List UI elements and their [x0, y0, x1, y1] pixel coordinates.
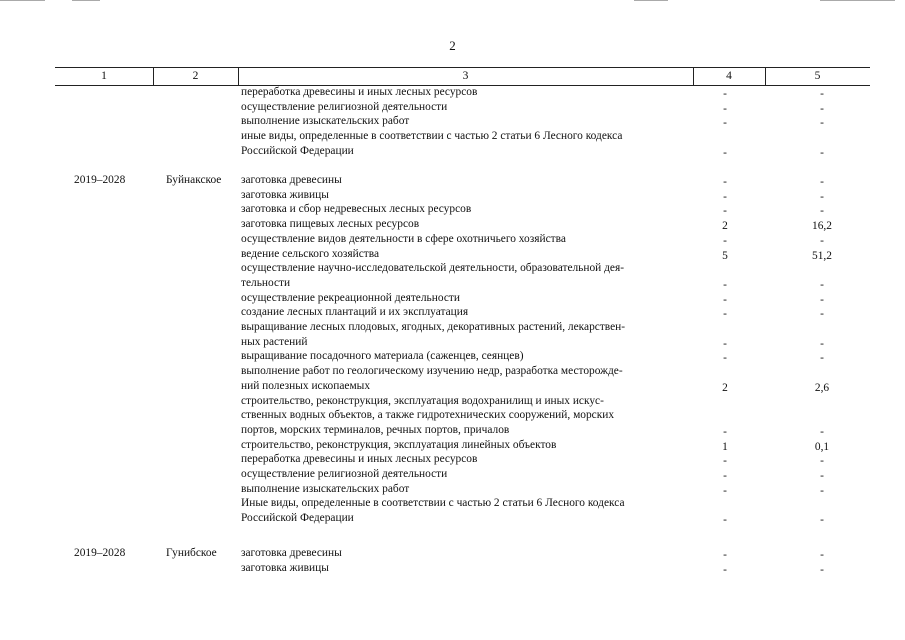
column-header-4: 4 [726, 70, 732, 82]
activity-text: осуществление религиозной деятельности [241, 468, 448, 480]
value-col5: 2,6 [814, 381, 830, 394]
value-col4: - [723, 470, 727, 482]
value-col4: 2 [722, 220, 728, 233]
activity-text: заготовка древесины [241, 547, 342, 559]
activity-text: осуществление видов деятельности в сфере охотничьего хозяйства [241, 232, 566, 245]
value-col4: - [723, 293, 727, 306]
value-col4: - [723, 563, 727, 576]
activity-text: осуществление религиозной деятельности [241, 100, 448, 113]
activity-text: заготовка пищевых лесных ресурсов [241, 218, 420, 231]
activity-text: выполнение изыскательских работ [241, 115, 410, 128]
value-col4: - [723, 234, 727, 247]
activity-text: выращивание лесных плодовых, ягодных, декоративных растений, лекарствен- [241, 321, 626, 333]
group-period: 2019–2028 [74, 547, 126, 559]
activity-text: выполнение изыскательских работ [241, 482, 410, 495]
column-header-2: 2 [192, 70, 199, 82]
value-col4: - [723, 455, 727, 468]
activity-text: выполнение работ по геологическому изучению недр, разработка месторожде- [241, 365, 623, 378]
column-header-3: 3 [462, 70, 469, 82]
value-col5: - [820, 88, 824, 100]
activity-text: Иные виды, определенные в соответствии с частью 2 статьи 6 Лесного кодекса [241, 497, 625, 510]
value-col5: - [820, 470, 824, 482]
activity-text: выращивание посадочного материала (саженцев, сеянцев) [241, 350, 524, 363]
value-col4: 5 [722, 249, 728, 262]
activity-text: ственных водных объектов, а также гидротехнических сооружений, морских [241, 409, 615, 422]
value-col4: - [723, 190, 727, 203]
value-col5: - [820, 176, 824, 188]
value-col4: - [723, 514, 727, 527]
value-col5: - [820, 352, 824, 365]
column-header-5: 5 [814, 70, 821, 82]
value-col5: - [820, 563, 824, 576]
value-col5: - [820, 514, 824, 527]
activity-text: ных растений [241, 335, 308, 348]
activity-text: портов, морских терминалов, речных портов, причалов [241, 423, 510, 436]
value-col4: - [723, 337, 727, 350]
activity-text: строительство, реконструкция, эксплуатация водохранилищ и иных искус- [241, 394, 604, 407]
table-header [55, 67, 870, 86]
value-col4: - [723, 117, 727, 130]
value-col5: - [820, 190, 824, 203]
value-col5: 16,2 [812, 220, 832, 233]
value-col5: - [820, 102, 824, 115]
value-col4: - [723, 146, 727, 159]
value-col4: - [723, 352, 727, 365]
activity-text: Российской Федерации [241, 512, 354, 525]
value-col5: - [820, 337, 824, 350]
activity-text: тельности [241, 276, 291, 289]
value-col4: - [723, 425, 727, 438]
activity-text: ведение сельского хозяйства [241, 247, 380, 260]
value-col4: 2 [722, 381, 728, 394]
value-col5: - [820, 549, 824, 561]
activity-text: заготовка живицы [241, 561, 329, 574]
value-col4: - [723, 549, 727, 561]
value-col4: - [723, 308, 727, 321]
value-col5: - [820, 308, 824, 321]
activity-text: заготовка живицы [241, 188, 329, 201]
value-col5: - [820, 455, 824, 468]
page-number: 2 [449, 38, 456, 53]
column-header-1: 1 [101, 70, 107, 82]
activity-text: осуществление научно-исследовательской деятельности, образовательной дея- [241, 262, 624, 275]
value-col5: 51,2 [812, 249, 832, 262]
value-col5: - [820, 117, 824, 130]
activity-text: Российской Федерации [241, 144, 354, 157]
activity-text: заготовка и сбор недревесных лесных ресурсов [241, 203, 472, 216]
activity-text: создание лесных плантаций и их эксплуатация [241, 306, 469, 319]
value-col4: - [723, 484, 727, 497]
value-col4: - [723, 205, 727, 218]
group-period: 2019–2028 [74, 174, 126, 186]
value-col5: - [820, 484, 824, 497]
group-district: Буйнакское [166, 174, 222, 186]
scan-top-marks [0, 0, 905, 3]
value-col4: - [723, 88, 727, 100]
value-col5: - [820, 205, 824, 218]
value-col5: - [820, 146, 824, 159]
value-col4: - [723, 102, 727, 115]
activity-text: осуществление рекреационной деятельности [241, 291, 460, 304]
activity-text: заготовка древесины [241, 174, 342, 186]
activity-text: ний полезных ископаемых [241, 379, 371, 392]
group-district: Гунибское [166, 547, 217, 559]
value-col5: - [820, 234, 824, 247]
value-col5: - [820, 278, 824, 291]
activity-text: строительство, реконструкция, эксплуатация линейных объектов [241, 438, 557, 451]
activity-text: иные виды, определенные в соответствии с частью 2 статьи 6 Лесного кодекса [241, 130, 623, 143]
value-col5: - [820, 293, 824, 306]
value-col4: - [723, 278, 727, 291]
activity-text: переработка древесины и иных лесных ресурсов [241, 86, 478, 98]
activity-text: переработка древесины и иных лесных ресурсов [241, 453, 478, 466]
value-col5: 0,1 [814, 440, 830, 453]
value-col4: - [723, 176, 727, 188]
value-col4: 1 [722, 440, 728, 453]
value-col5: - [820, 425, 824, 438]
